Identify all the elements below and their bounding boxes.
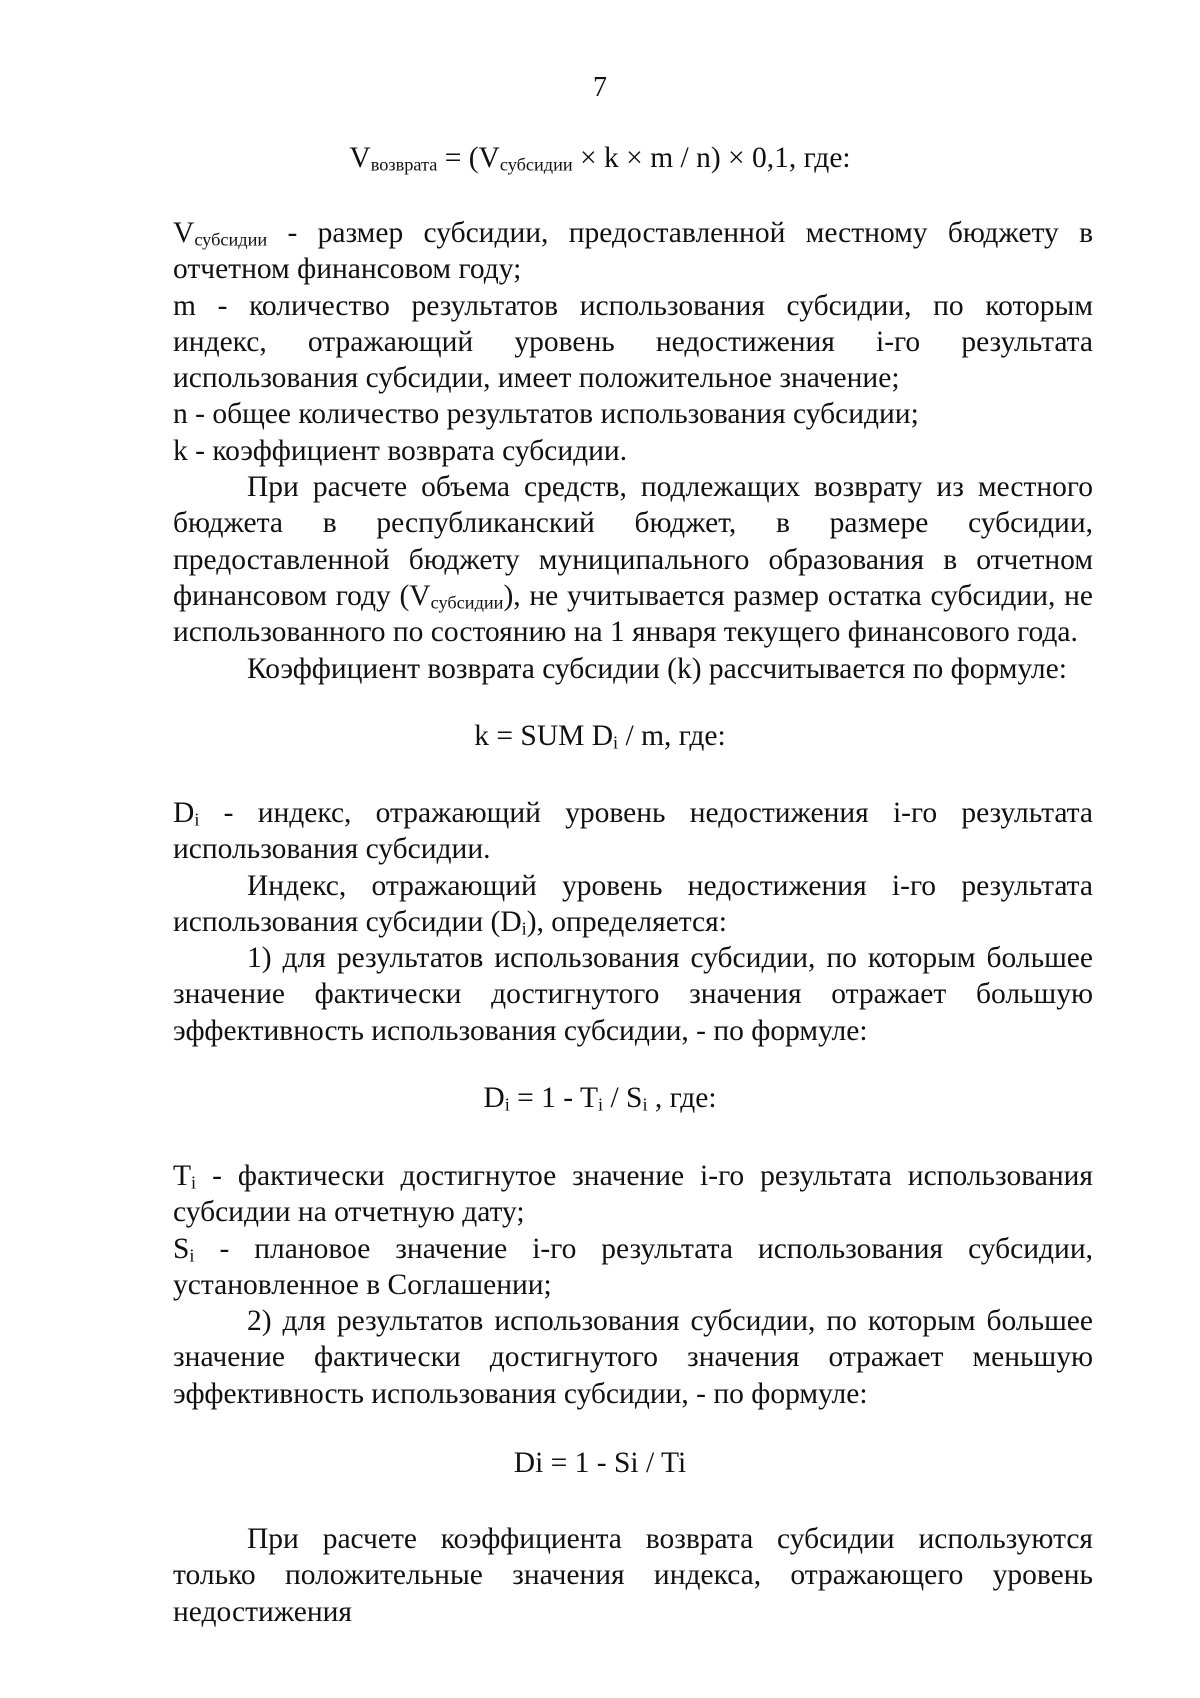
formula-d-subscript: i <box>504 1094 510 1115</box>
formula-v-symbol: V <box>349 142 371 174</box>
formula-d-symbol: D <box>483 1082 505 1114</box>
paragraph-calculation-main: При расчете объема средств, подлежащих возврату из местного бюджета в республиканский бюджет, в размере субсидии, предоставленной бюджету муниципального образования в отчетном финансовом году (V <box>173 471 1093 612</box>
paragraph-calculation <box>173 469 1093 650</box>
paragraph-final: При расчете коэффициента возврата субсидии используются только положительные значения индекса, отражающего уровень недостижения <box>173 1523 1093 1628</box>
definition-v-subsidy <box>173 215 1093 288</box>
definitions-block-4 <box>173 1521 1093 1630</box>
formula-return-volume <box>0 142 1200 175</box>
formula-t-subscript: i <box>598 1094 604 1115</box>
definitions-block-2 <box>173 795 1093 1049</box>
list-item-1: 1) для результатов использования субсидии, по которым большее значение фактически достигнутого значения отражает большую эффективность использования субсидии, - по формуле: <box>173 942 1093 1047</box>
paragraph-index-tail: ), определяется: <box>526 905 727 938</box>
definition-m: m - количество результатов использования субсидии, по которым индекс, отражающий уровень недостижения i-го результата использования субсидии, имеет положительное значение; <box>173 289 1093 395</box>
formula-d-slash: / S <box>603 1082 643 1114</box>
paragraph-calculation-tail: ), не учитывается размер остатка субсидии, не использованного по состоянию на 1 января текущего финансового года. <box>173 579 1093 649</box>
paragraph-index-subscript: i <box>521 918 527 939</box>
formula-s-subscript: i <box>642 1094 648 1115</box>
symbol-d-subscript: i <box>194 809 200 830</box>
symbol-v: V <box>173 217 195 249</box>
formula-d-greater-better <box>0 1082 1200 1115</box>
formula-k <box>0 720 1200 753</box>
paragraph-k-formula-intro: Коэффициент возврата субсидии (k) рассчитывается по формуле: <box>247 652 1067 685</box>
definition-n: n - общее количество результатов использования субсидии; <box>173 398 919 431</box>
formula-d-greater-worse: Di = 1 - Si / Ti <box>513 1447 687 1479</box>
paragraph-calculation-subscript: субсидии <box>430 592 504 613</box>
formula-d-tail: , где: <box>647 1082 717 1114</box>
page-number: 7 <box>593 72 607 103</box>
symbol-d: D <box>173 797 195 829</box>
formula-v-subscript: возврата <box>370 154 438 175</box>
definitions-block-3 <box>173 1158 1093 1412</box>
formula-k-rhs: / m, где: <box>618 720 726 752</box>
definition-k: k - коэффициент возврата субсидии. <box>173 434 628 467</box>
paragraph-index <box>173 868 1093 941</box>
formula-d-mid: = 1 - T <box>509 1082 598 1114</box>
symbol-s-subscript: i <box>189 1244 195 1265</box>
symbol-s: S <box>173 1232 190 1265</box>
formula-rest: × k × m / n) × 0,1, где: <box>572 142 851 174</box>
formula-subsidy-subscript: субсидии <box>499 154 573 175</box>
formula-k-lhs: k = SUM D <box>474 720 614 752</box>
definition-v-text: - размер субсидии, предоставленной местному бюджету в отчетном финансовом году; <box>173 217 1093 286</box>
definition-d <box>173 795 1093 868</box>
definition-d-text: - индекс, отражающий уровень недостижения i-го результата использования субсидии. <box>173 797 1093 866</box>
formula-open: = (V <box>437 142 500 174</box>
formula-k-subscript: i <box>613 732 619 753</box>
definition-s-text: - плановое значение i-го результата использования субсидии, установленное в Соглашении; <box>173 1232 1093 1301</box>
paragraph-index-main: Индекс, отражающий уровень недостижения i-го результата использования субсидии (D <box>173 869 1093 938</box>
definition-s <box>173 1231 1093 1304</box>
definition-t-text: - фактически достигнутое значение i-го результата использования субсидии на отчетную дату; <box>173 1160 1093 1229</box>
definitions-block-1 <box>173 215 1093 687</box>
symbol-t: T <box>173 1160 192 1192</box>
list-item-2: 2) для результатов использования субсидии, по которым большее значение фактически достигнутого значения отражает меньшую эффективность использования субсидии, - по формуле: <box>173 1305 1093 1410</box>
symbol-v-subscript: субсидии <box>194 229 268 250</box>
symbol-t-subscript: i <box>191 1172 197 1193</box>
definition-t <box>173 1158 1093 1231</box>
